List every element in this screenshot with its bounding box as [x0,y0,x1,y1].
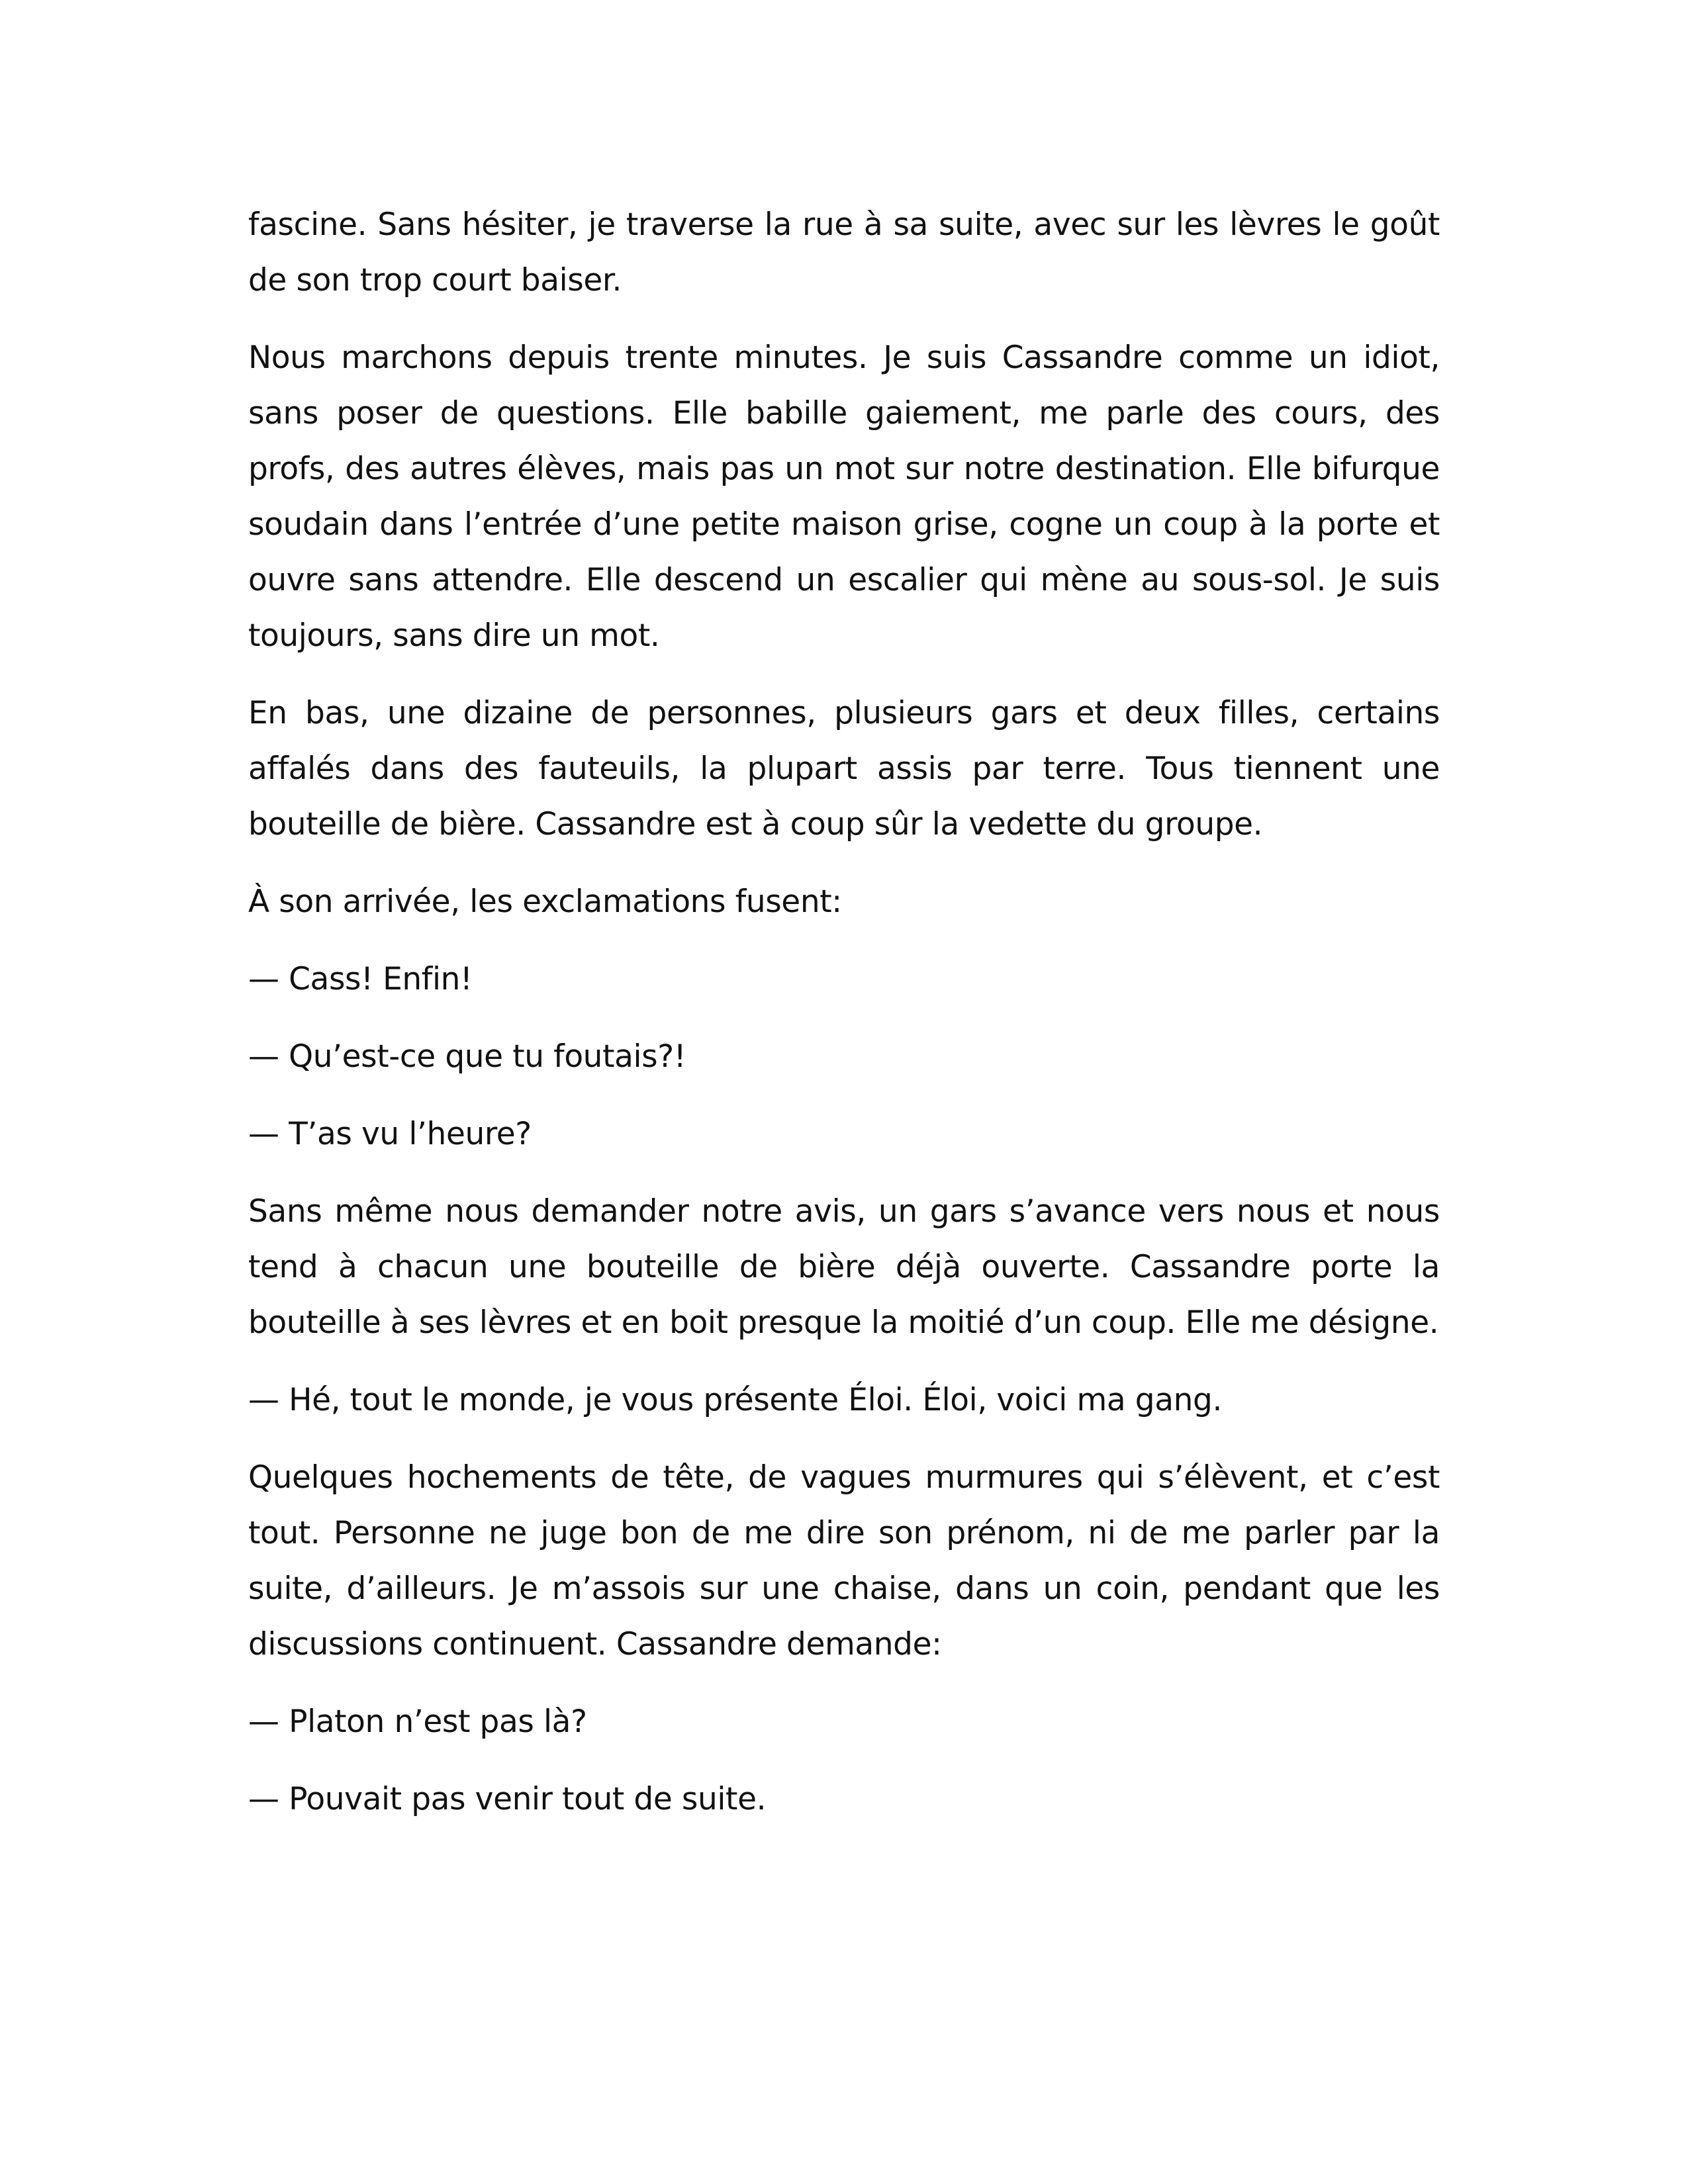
paragraph: Quelques hochements de tête, de vagues murmures qui s’élèvent, et c’est tout. Personne ne juge bon de me dire son prénom, ni de me parler par la suite, d’ailleurs. Je m’assois sur une chaise, dans un coin, pendant que les discussions continuent. Cassandre demande: [248,1459,1440,1662]
dialogue-line: — Qu’est-ce que tu foutais?! [248,1038,686,1075]
paragraph: Nous marchons depuis trente minutes. Je suis Cassandre comme un idiot, sans poser de questions. Elle babille gaiement, me parle des cours, des profs, des autres élèves, mais pas un mot sur notre destination. Elle bifurque soudain dans l’entrée d’une petite maison grise, cogne un coup à la porte et ouvre sans attendre. Elle descend un escalier qui mène au sous-sol. Je suis toujours, sans dire un mot. [248,340,1440,654]
dialogue-line: — Pouvait pas venir tout de suite. [248,1781,767,1817]
dialogue-line: — Hé, tout le monde, je vous présente Éloi. Éloi, voici ma gang. [248,1382,1222,1418]
dialogue-line: — Cass! Enfin! [248,961,473,997]
paragraph: fascine. Sans hésiter, je traverse la rue à sa suite, avec sur les lèvres le goût de son trop court baiser. [248,206,1440,298]
paragraph: En bas, une dizaine de personnes, plusieurs gars et deux filles, certains affalés dans des fauteuils, la plupart assis par terre. Tous tiennent une bouteille de bière. Cassandre est à coup sûr la vedette du groupe. [248,695,1440,842]
paragraph: À son arrivée, les exclamations fusent: [248,884,842,920]
dialogue-line: — Platon n’est pas là? [248,1704,587,1740]
dialogue-line: — T’as vu l’heure? [248,1116,532,1152]
paragraph: Sans même nous demander notre avis, un gars s’avance vers nous et nous tend à chacun une bouteille de bière déjà ouverte. Cassandre porte la bouteille à ses lèvres et en boit presque la moitié d’un coup. Elle me désigne. [248,1193,1440,1341]
body-text [248,197,1440,1849]
